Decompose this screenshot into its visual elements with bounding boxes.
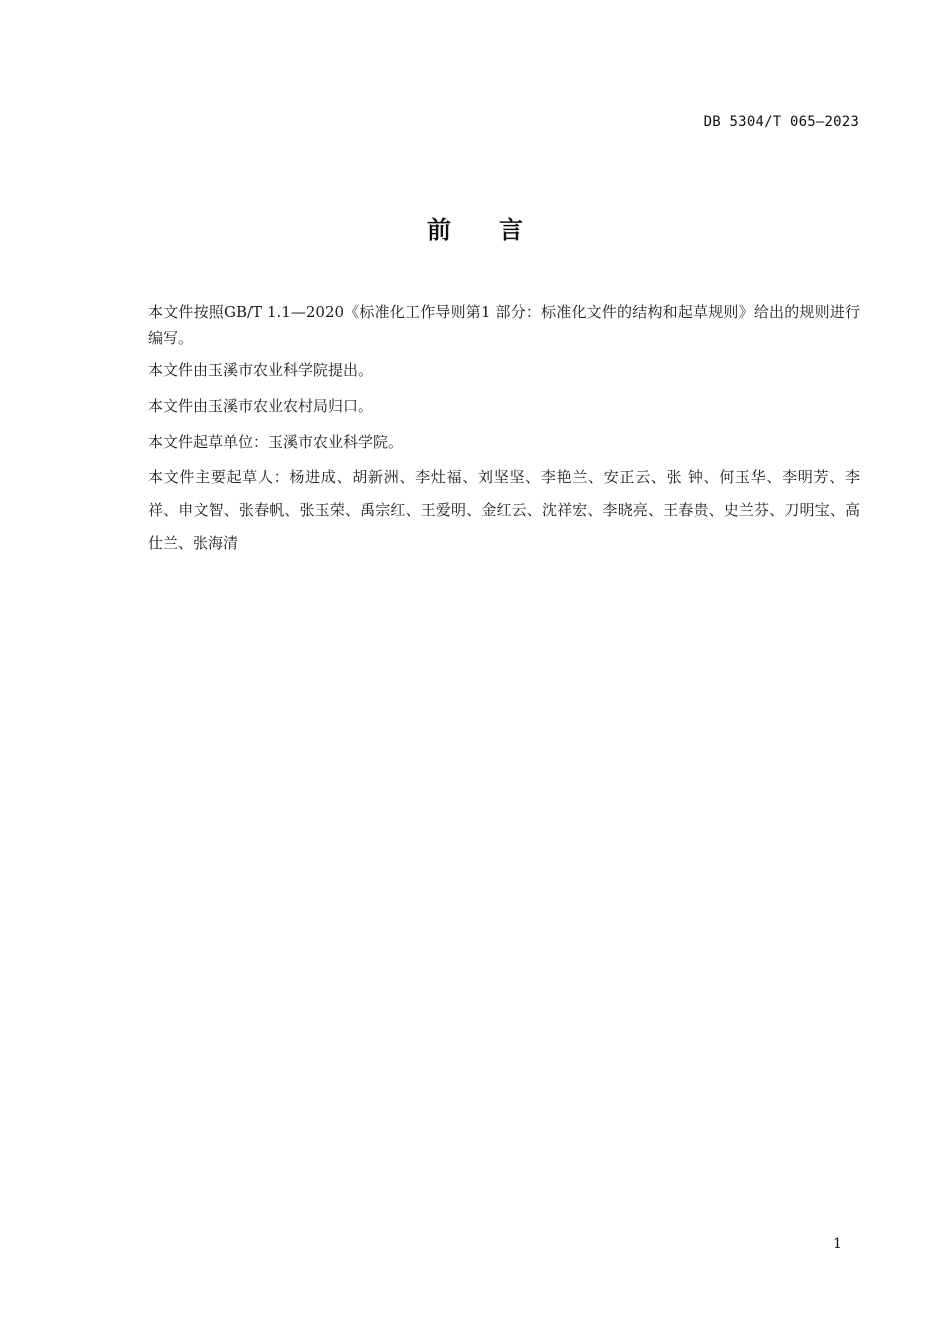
page-title xyxy=(0,210,950,245)
foreword-body xyxy=(148,299,860,570)
paragraph-centralized-by: 本文件由玉溪市农业农村局归口。 xyxy=(148,397,374,415)
page-number: 1 xyxy=(833,1236,842,1252)
title-char-2: 言 xyxy=(499,216,523,244)
paragraph-main-drafters: 本文件主要起草人：杨进成、胡新洲、李灶福、刘坚坚、李艳兰、安正云、张 钟、何玉华、李明芳、李 祥、申文智、张春帆、张玉荣、禹宗红、王爱明、金红云、沈祥宏、李晓亮、王春贵、史兰芬、刀明宝、高仕兰、张海清 xyxy=(148,468,860,552)
paragraph-proposed-by: 本文件由玉溪市农业科学院提出。 xyxy=(148,361,374,379)
document-number: DB 5304/T 065—2023 xyxy=(703,114,859,130)
paragraph-drafting-unit: 本文件起草单位：玉溪市农业科学院。 xyxy=(148,433,404,451)
paragraph-drafting-rules: 本文件按照GB/T 1.1—2020《标准化工作导则第1 部分：标准化文件的结构和起草规则》给出的规则进行编写。 xyxy=(148,303,860,347)
title-char-1: 前 xyxy=(427,216,451,244)
